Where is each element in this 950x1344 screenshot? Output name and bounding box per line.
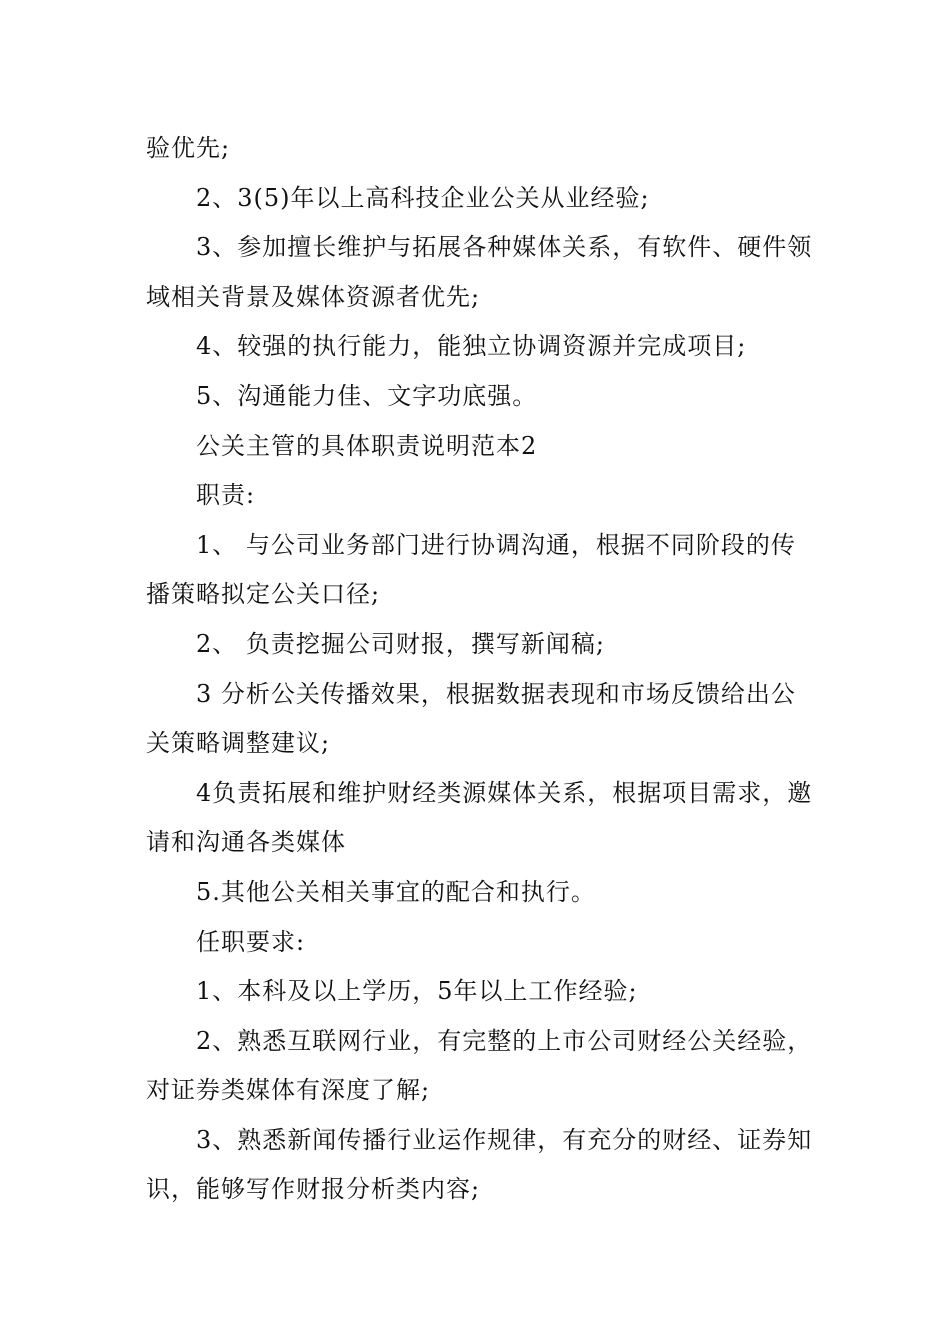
paragraph: 4负责拓展和维护财经类源媒体关系，根据项目需求，邀请和沟通各类媒体	[146, 778, 813, 857]
paragraph: 2、3(5)年以上高科技企业公关从业经验;	[196, 183, 650, 212]
section-heading: 公关主管的具体职责说明范本2	[196, 431, 538, 460]
subheading-requirements: 任职要求:	[196, 927, 306, 956]
document-body	[146, 124, 814, 1215]
paragraph: 3、参加擅长维护与拓展各种媒体关系，有软件、硬件领域相关背景及媒体资源者优先;	[146, 233, 813, 311]
paragraph: 验优先;	[146, 134, 231, 162]
paragraph: 2、 负责挖掘公司财报，撰写新闻稿;	[196, 629, 605, 658]
paragraph: 5、沟通能力佳、文字功底强。	[196, 381, 538, 410]
subheading-responsibilities: 职责:	[196, 481, 256, 510]
paragraph: 3、熟悉新闻传播行业运作规律，有充分的财经、证券知识，能够写作财报分析类内容;	[146, 1125, 813, 1204]
paragraph: 4、较强的执行能力，能独立协调资源并完成项目;	[196, 332, 747, 361]
paragraph: 1、本科及以上学历，5年以上工作经验;	[196, 977, 638, 1006]
paragraph: 1、 与公司业务部门进行协调沟通，根据不同阶段的传播策略拟定公关口径;	[146, 530, 796, 609]
paragraph: 5.其他公关相关事宜的配合和执行。	[196, 877, 596, 906]
paragraph: 2、熟悉互联网行业，有完整的上市公司财经公关经验，对证券类媒体有深度了解;	[146, 1026, 813, 1105]
paragraph: 3 分析公关传播效果，根据数据表现和市场反馈给出公关策略调整建议;	[146, 679, 796, 758]
